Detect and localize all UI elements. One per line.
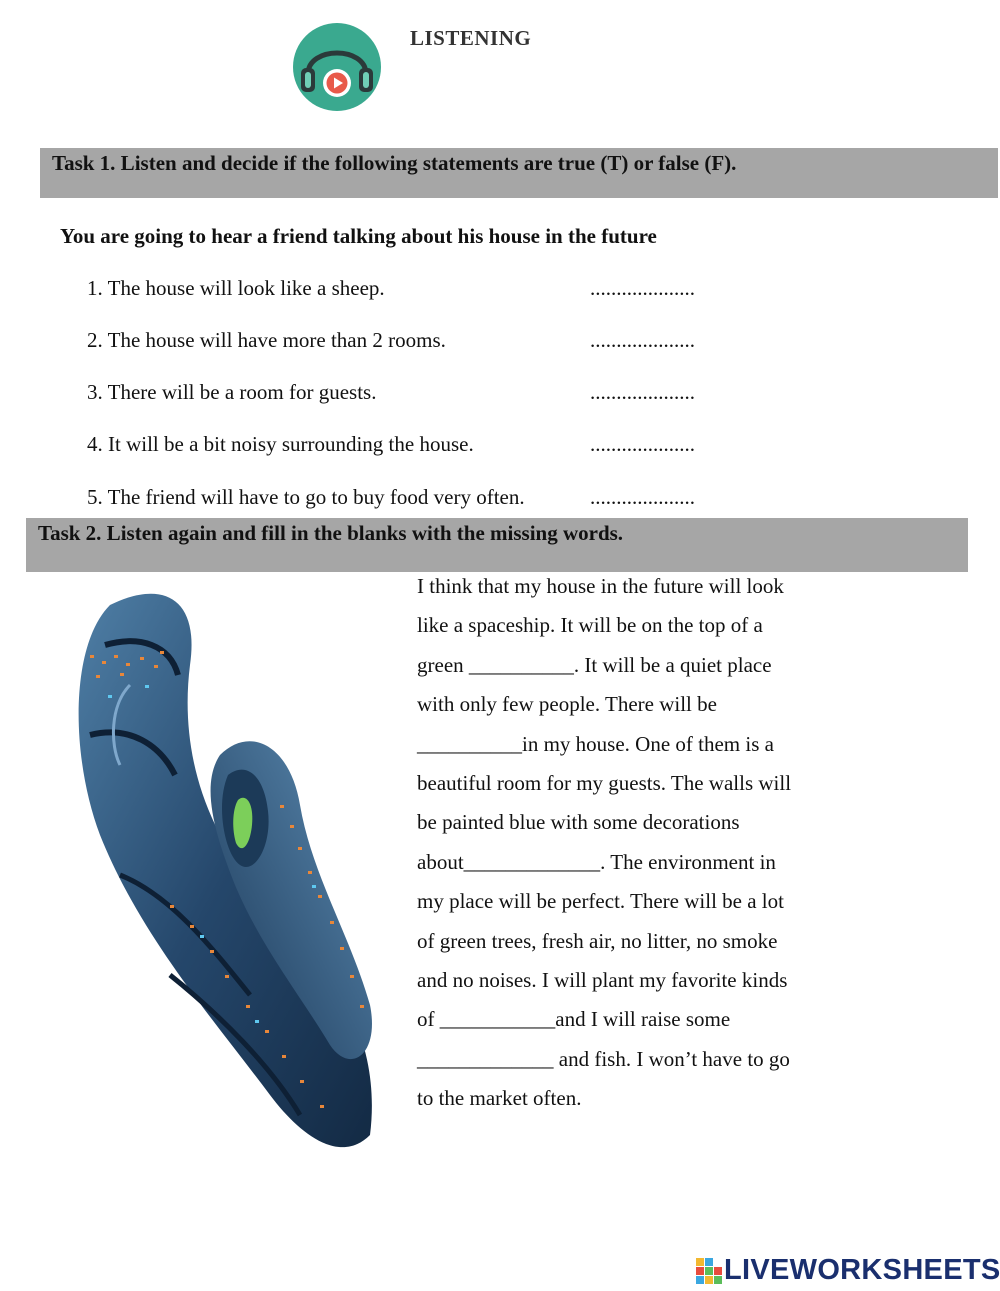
- answer-blank-1[interactable]: ....................: [590, 276, 695, 300]
- passage: [417, 567, 837, 1118]
- passage-line: to the market often.: [417, 1086, 582, 1111]
- brand-name: LIVEWORKSHEETS: [724, 1254, 1000, 1286]
- spaceship-illustration: [50, 575, 400, 1165]
- statement-2: 2. The house will have more than 2 rooms.: [87, 328, 446, 352]
- passage-line: and no noises. I will plant my favorite kinds: [417, 967, 788, 992]
- statement-3: 3. There will be a room for guests.: [87, 380, 377, 404]
- passage-line: like a spaceship. It will be on the top of a: [417, 613, 763, 638]
- passage-line: of ___________and I will raise some: [417, 1007, 731, 1032]
- logo-dots: ...: [331, 45, 343, 58]
- answer-blank-2[interactable]: ....................: [590, 328, 695, 352]
- statement-4: 4. It will be a bit noisy surrounding the house.: [87, 432, 474, 456]
- statement-5: 5. The friend will have to go to buy food very often.: [87, 485, 525, 509]
- task2-title: Task 2. Listen again and fill in the blanks with the missing words.: [38, 521, 624, 545]
- passage-line: be painted blue with some decorations: [417, 810, 740, 835]
- headphones-play-icon: [292, 22, 382, 112]
- statement-1: 1. The house will look like a sheep.: [87, 276, 385, 300]
- passage-line: beautiful room for my guests. The walls will: [417, 770, 792, 795]
- passage-line: of green trees, fresh air, no litter, no smoke: [417, 928, 778, 953]
- answer-blank-5[interactable]: ....................: [590, 485, 695, 509]
- page-title: LISTENING: [410, 26, 532, 50]
- passage-line: __________in my house. One of them is a: [417, 731, 774, 756]
- answer-blank-4[interactable]: ....................: [590, 432, 695, 456]
- answer-blank-3[interactable]: ....................: [590, 380, 695, 404]
- passage-line: _____________ and fish. I won’t have to go: [417, 1046, 790, 1071]
- brand-blocks-icon: [696, 1258, 722, 1284]
- passage-line: about_____________. The environment in: [417, 849, 776, 874]
- passage-line: my place will be perfect. There will be a lot: [417, 889, 784, 914]
- task1-intro: You are going to hear a friend talking about his house in the future: [60, 224, 657, 248]
- task1-title: Task 1. Listen and decide if the following statements are true (T) or false (F).: [52, 151, 737, 175]
- passage-line: with only few people. There will be: [417, 692, 717, 717]
- passage-line: green __________. It will be a quiet place: [417, 652, 772, 677]
- passage-line: I think that my house in the future will look: [417, 574, 784, 598]
